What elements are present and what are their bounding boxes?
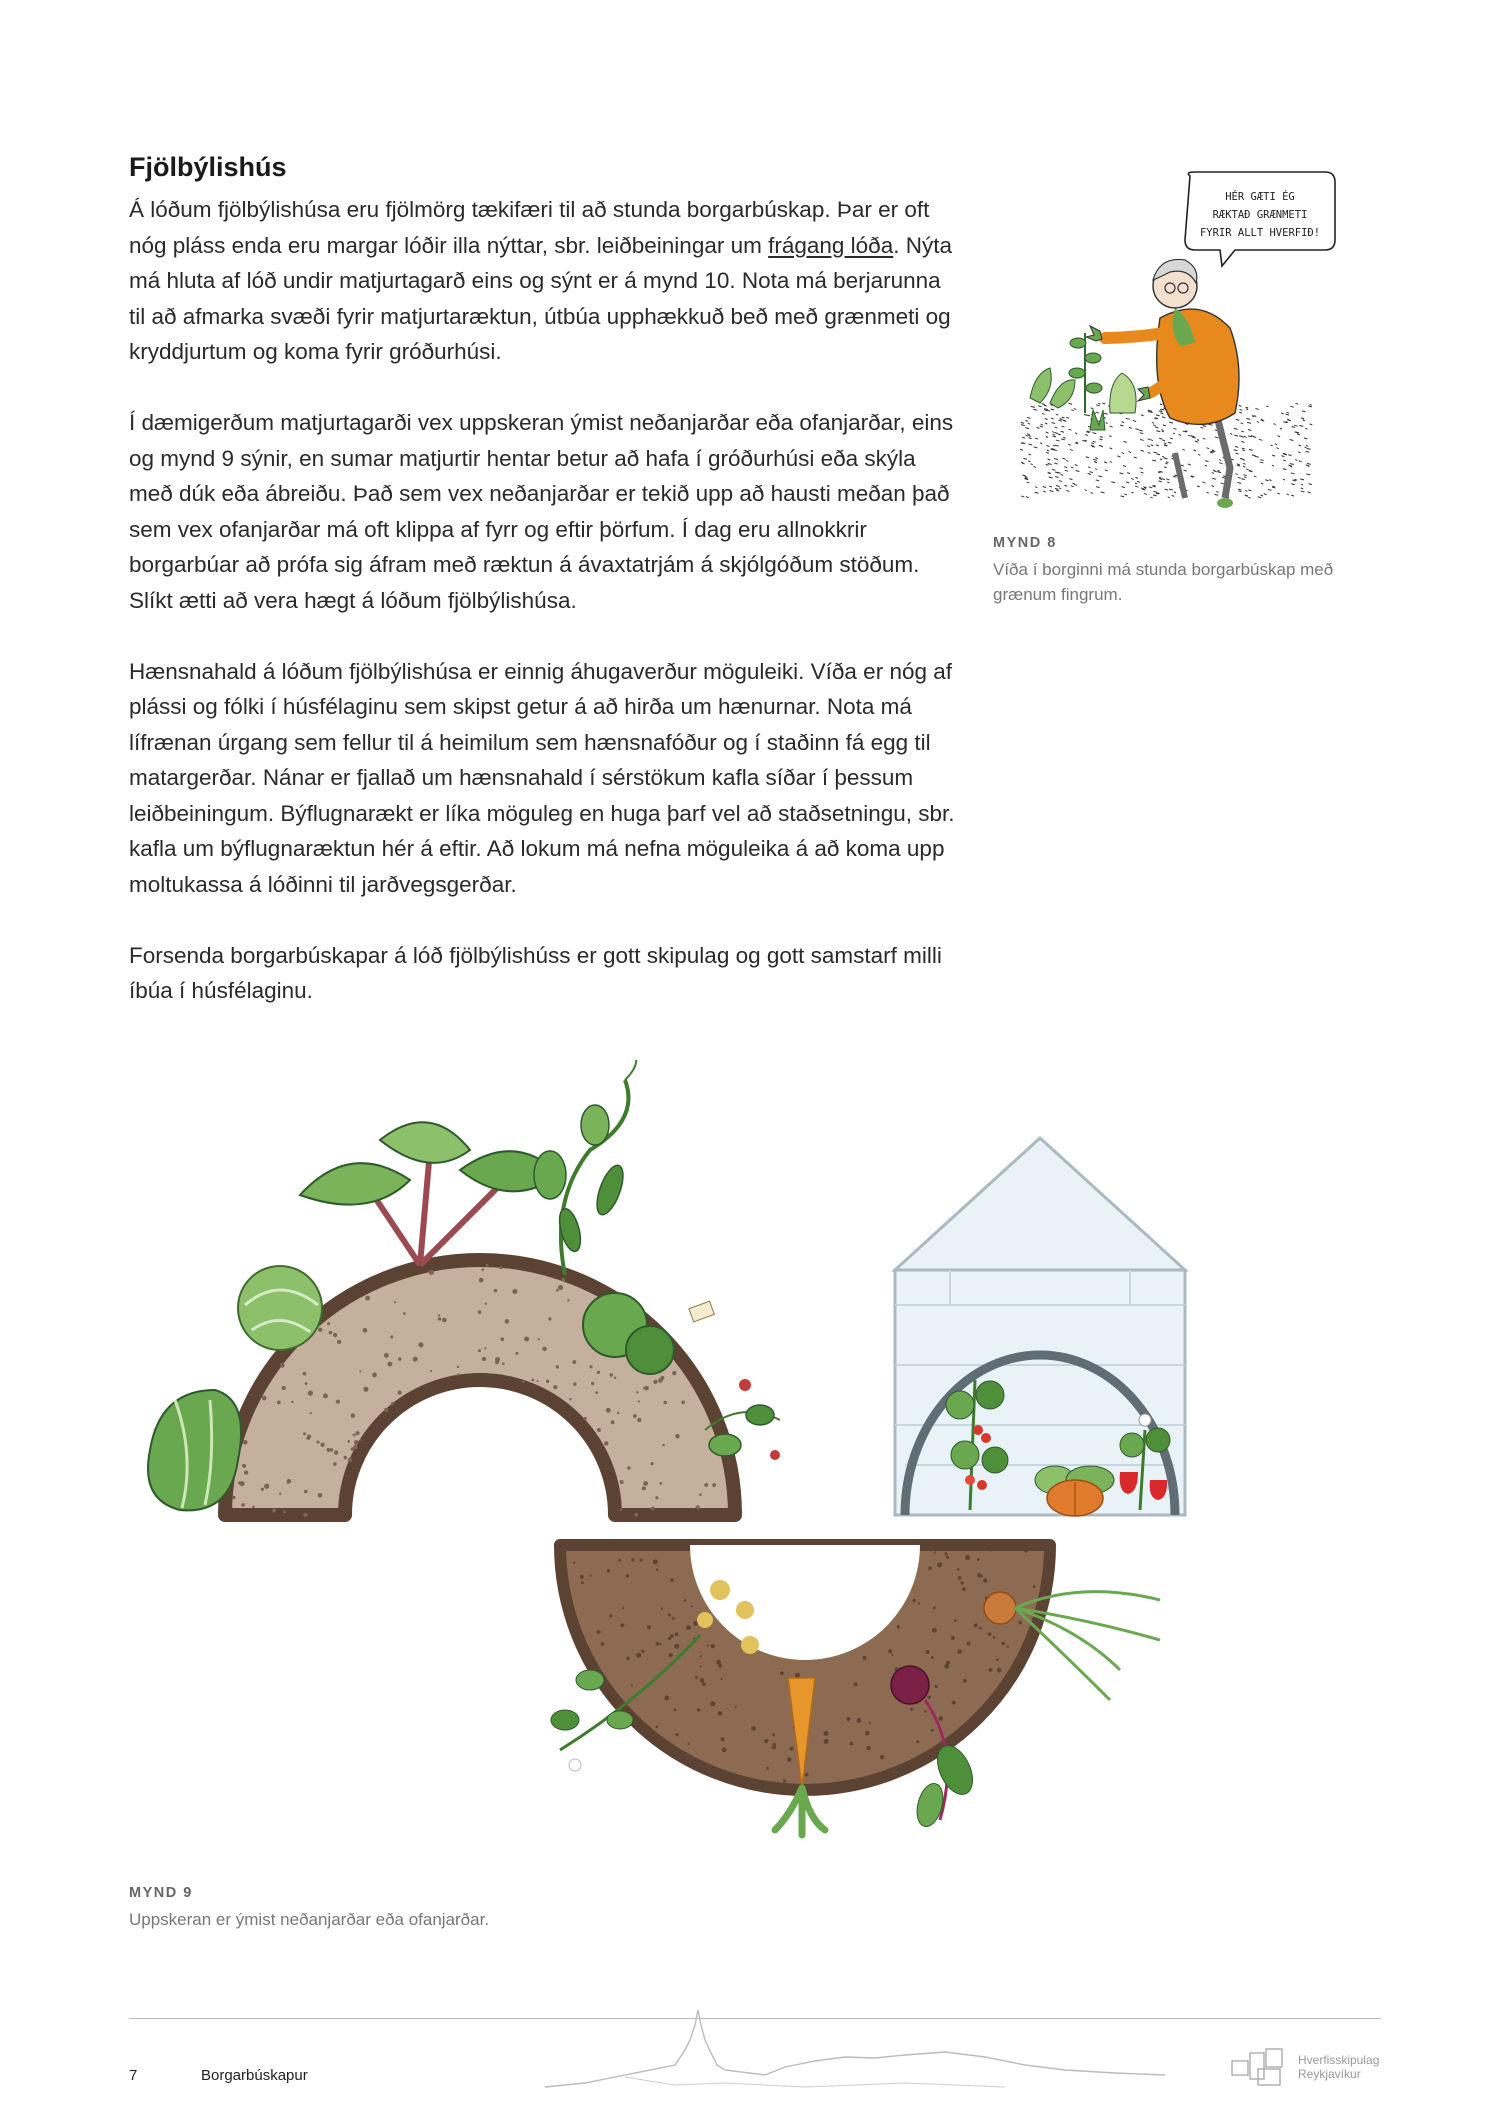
pea-vine (534, 1060, 636, 1275)
figure-8-caption: Víða í borginni má stunda borgarbúskap með grænum fingrum. (993, 560, 1334, 604)
sunken-bed (551, 1545, 1160, 1835)
paragraph-3: Hænsnahald á lóðum fjölbýlishúsa er einnig áhugaverður möguleiki. Víða er nóg af plássi og fólki í húsfélaginu sem skipst getur á að hirða um hænurnar. Nota má lífrænan úrgang sem fellur til á heimilum sem hænsnafóður og í staðinn fá egg til matargerðar. Nánar er fjallað um hænsnahald í sérstökum kafla síðar í þessum leiðbeiningum. Býflugnarækt er líka möguleg en huga þarf vel að staðsetningu, sbr. kafla um býflugnaræktun hér á eftir. Að lokum má nefna möguleika á að koma upp moltukassa á lóðinni til jarðvegsgerðar. (129, 658, 955, 897)
footer-doc-title: Borgarbúskapur (201, 2067, 308, 2084)
cabbage (238, 1266, 322, 1350)
figure-9-label: MYND 9 (129, 1885, 193, 1901)
figure-9-caption: Uppskeran er ýmist neðanjarðar eða ofanjarðar. (129, 1910, 490, 1929)
speech-line-2: RÆKTAÐ GRÆNMETI (1212, 209, 1308, 221)
raised-bed (148, 1060, 780, 1517)
skyline-icon (545, 1995, 1165, 2095)
lettuce-left (148, 1390, 241, 1510)
page-number: 7 (129, 2067, 138, 2084)
hverfisskipulag-logo-icon (1228, 2047, 1296, 2091)
paragraph-4: Forsenda borgarbúskapar á lóð fjölbýlishúss er gott skipulag og gott samstarf milli íbúa í húsfélaginu. (129, 942, 942, 1003)
speech-line-3: FYRIR ALLT HVERFIÐ! (1199, 227, 1321, 239)
speech-line-1: HÉR GÆTI ÉG (1225, 191, 1295, 203)
harvest-illustration (120, 1060, 1420, 1860)
fragang-loda-link[interactable]: frágang lóða (768, 232, 894, 258)
brand-line-2: Reykjavíkur (1298, 2067, 1361, 2081)
woman-gardener (1086, 259, 1239, 508)
footer-brand (1298, 2053, 1379, 2081)
paragraph-2: Í dæmigerðum matjurtagarði vex uppskeran ýmist neðanjarðar eða ofanjarðar, eins og mynd 9 sýnir, en sumar matjurtir hentar betur að hafa í gróðurhúsi eða skýla með dúk eða ábreiðu. Það sem vex neðanjarðar er tekið upp að hausti meðan það sem vex ofanjarðar má oft klippa af fyrr og eftir þörfum. Í dag eru allnokkrir borgarbúar að prófa sig áfram með ræktun á ávaxtatrjám á skjólgóðum stöðum. Slíkt ætti að vera hægt á lóðum fjölbýlishúsa. (129, 410, 954, 613)
rhubarb (300, 1122, 560, 1265)
section-title: Fjölbýlishús (129, 152, 287, 182)
speech-bubble (1185, 172, 1335, 266)
gardener-illustration (990, 168, 1370, 508)
brand-line-1: Hverfisskipulag (1298, 2053, 1380, 2067)
greenhouse (895, 1138, 1185, 1516)
stippled-ground (1020, 403, 1312, 498)
paragraph-1: Á lóðum fjölbýlishúsa eru fjölmörg tækifæri til að stunda borgarbúskap. Þar er oft nóg pláss enda eru margar lóðir illa nýttar, sbr. leiðbeiningar um frágang lóða. Nýta má hluta af lóð undir matjurtagarð eins og sýnt er á mynd 10. Nota má berjarunna til að afmarka svæði fyrir matjurtaræktun, útbúa upphækkuð beð með grænmeti og kryddjurtum og koma fyrir gróðurhúsi. (129, 197, 952, 364)
seedlings (1030, 333, 1136, 430)
body-text (129, 192, 955, 1044)
figure-8-label: MYND 8 (993, 535, 1057, 551)
